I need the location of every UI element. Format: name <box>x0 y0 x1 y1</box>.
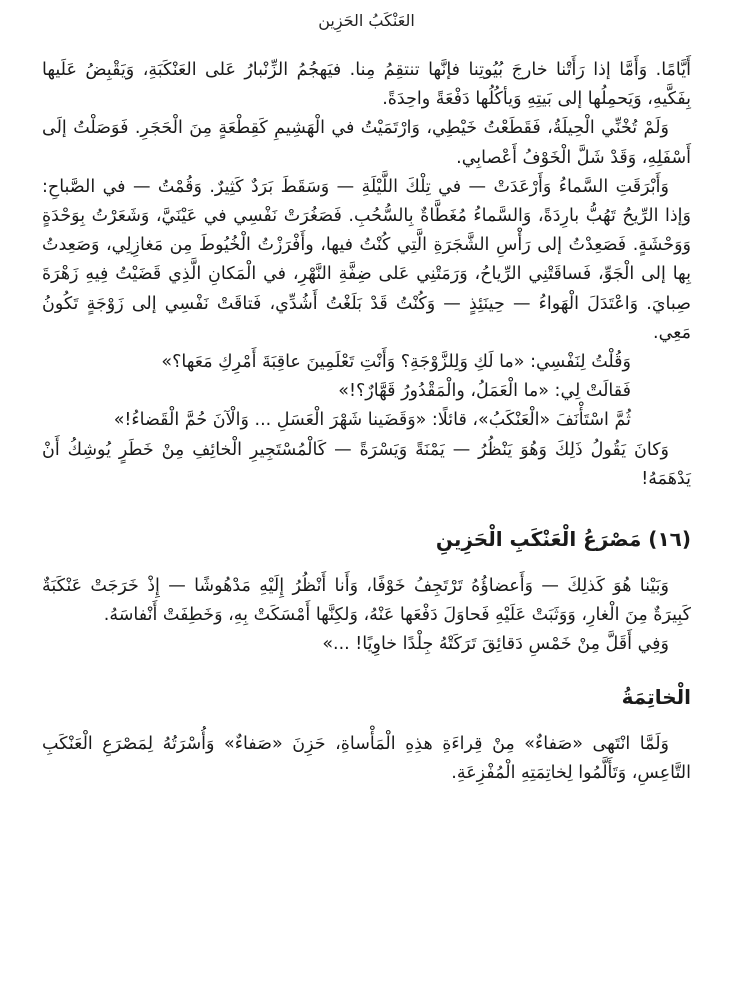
paragraph-continued: أَيَّامًا. وَأَمَّا إذا رَأَتْنا خارجَ بُيُوتِنا فإنَّها تنتقِمُ مِنا. فيَهجُمُ الزِّنْبارُ عَلى العَنْكَبَةِ، وَيَقْبِضُ عَلَيها بِفَكَّيهِ، وَيَحمِلُها إلى بَيتِهِ وَيأكُلُها دَفْعَةً واحِدَةً. <box>42 60 691 110</box>
paragraph: وَلَمَّا انْتَهى «صَفاءٌ» مِنْ قِراءَةِ هذِهِ الْمَأْساةِ، حَزِنَ «صَفاءٌ» وَأُسْرَتُهُ لِمَصْرَعِ الْعَنْكَبِ التَّاعِسِ، وَتَأَلَّمُوا لِخاتِمَتِهِ الْمُفْزِعَةِ. <box>42 733 691 783</box>
paragraph: وَفِي أَقَلَّ مِنْ خَمْسِ دَقائِقَ تَرَكَتْهُ جِلْدًا خاوِيًا! ...» <box>322 634 669 655</box>
paragraph: وَبَيْنا هُوَ كَذلِكَ — وَأَعضاؤُهُ تَرْتَجِفُ خَوْفًا، وَأَنا أَنْظُرُ إِلَيْهِ مَدْهُوشًا — إِذْ خَرَجَتْ عَنْكَبَةٌ كَبِيرَةٌ مِنَ الْغارِ، وَوَثَبَتْ عَلَيْهِ فَحاوَلَ دَفْعَها عَنْهُ، وَلكِنَّها أَمْسَكَتْ بِهِ، وَخَطِفَتْ أَنْفاسَهُ. <box>42 576 691 626</box>
body-text <box>42 56 691 788</box>
paragraph: وَلَمْ تُخْنِّي الْحِيلَةُ، فَقَطَعْتُ خَيْطِي، وَارْتَمَيْتُ في الْهَشِيمِ كَقِطْعَةٍ مِنَ الْحَجَرِ. فَوَصَلْتُ إلَى أَسْفَلِهِ، وَقَدْ شَلَّ الْخَوْفُ أَعْصابِي. <box>42 118 691 168</box>
dialog-line: فَقالَتْ لِي: «ما الْعَمَلُ، والْمَقْدُورُ قَهَّارٌ؟!» <box>338 381 631 402</box>
paragraph: وَأَبْرَقَتِ السَّماءُ وَأَرْعَدَتْ — في تِلْكَ اللَّيْلَةِ — وَسَقَطَ بَرَدٌ كَثِيرٌ. وَقُمْتُ — في الصَّباحِ: وَإذا الرِّيحُ تَهُبُّ بارِدَةً، وَالسَّماءُ مُغَطَّاةٌ بِالسُّحُبِ. فَصَغُرَتْ نَفْسِي في عَيْنَيَّ، وَشَعَرْتُ بِوَحْدَةٍ وَوَحْشَةٍ. فَصَعِدْتُ إلى رَأْسِ الشَّجَرَةِ الَّتِي كُنْتُ فيها، وأَفْرَزْتُ الْخُيُوطَ مِن مَغازِلِي، وَصَعِدتُ بِها إلى الْجَوِّ، فَساقَتْنِي الرِّياحُ، وَرَمَتْنِي عَلى ضِفَّةِ النَّهْرِ، في الْمَكانِ الَّذِي قَضَيْتُ فِيهِ زَهْرَةَ صِبايَ. وَاعْتَدَلَ الْهَواءُ — حِينَئِذٍ — وَكُنْتُ قَدْ بَلَغْتُ أَشُدِّي، فَتاقَتْ نَفْسِي إلى زَوْجَةٍ تَكُونُ مَعِي. <box>42 176 691 343</box>
dialog-line: وَقُلْتُ لِنَفْسِي: «ما لَكِ وَلِلزَّوْجَةِ؟ وَأَنْتِ تَعْلَمِينَ عاقِبَةَ أَمْرِكِ مَعَها؟» <box>161 352 631 373</box>
section-heading: (١٦) مَصْرَعُ الْعَنْكَبِ الْحَزِينِ <box>435 527 691 552</box>
dialog-line: ثُمَّ اسْتَأْنَفَ «الْعَنْكَبُ»، قائلًا: «وَقَضَينا شَهْرَ الْعَسَلِ ... وَالْآنَ حُمَّ الْقَضاءُ!» <box>113 410 631 431</box>
paragraph: وَكانَ يَقُولُ ذَلِكَ وَهُوَ يَنْظُرُ — يَمْنَةً وَيَسْرَةً — كَالْمُسْتَجِيرِ الْخائِفِ مِنْ خَطَرٍ يُوشِكُ أَنْ يَدْهَمَهُ! <box>42 439 691 489</box>
running-head: العَنْكَبُ الحَزِين <box>318 11 415 30</box>
section-heading: الْخاتِمَةُ <box>621 684 691 709</box>
